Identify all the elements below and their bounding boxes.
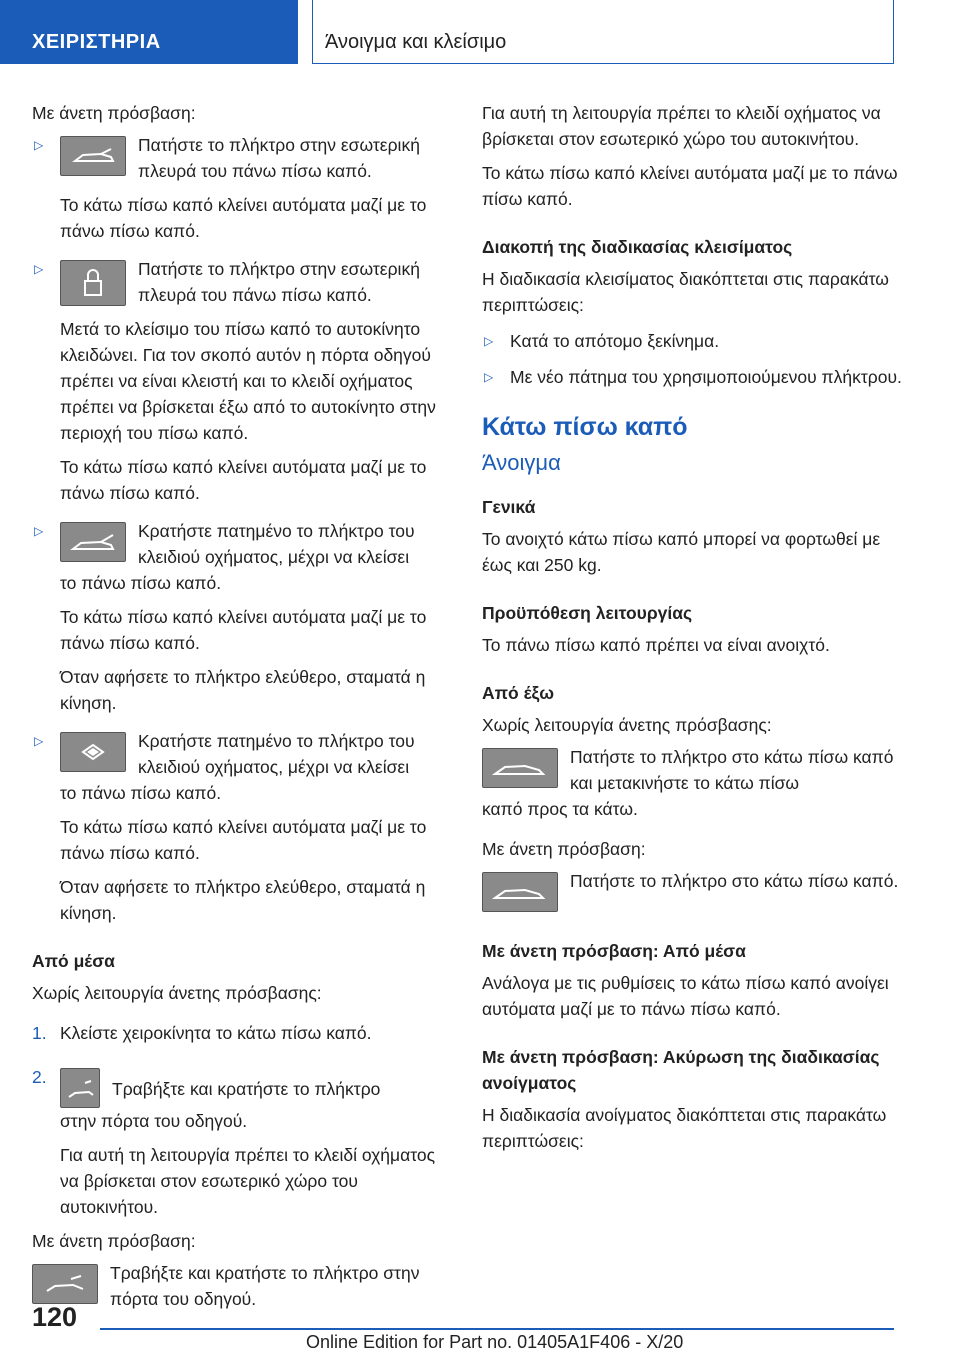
inside-intro: Χωρίς λειτουργία άνετης πρόσβασης: <box>32 983 322 1003</box>
general-text: Το ανοιχτό κάτω πίσω καπό μπορεί να φορτωθεί με έως και 250 kg. <box>482 529 881 575</box>
triangle-bullet-icon: ▷ <box>34 138 44 152</box>
triangle-bullet-icon: ▷ <box>34 524 44 538</box>
outside-comfort-step <box>482 868 902 912</box>
triangle-bullet-icon: ▷ <box>34 734 44 748</box>
numbered-step <box>32 1020 452 1046</box>
footer-divider <box>100 1328 894 1330</box>
car-trunk-icon <box>60 522 126 562</box>
step-note: Το κάτω πίσω καπό κλείνει αυτόματα μαζί με το πάνω πίσω καπό. <box>60 607 427 653</box>
comfort-inside-heading: Με άνετη πρόσβαση: Από μέσα <box>482 941 746 961</box>
cancel-heading: Με άνετη πρόσβαση: Ακύρωση της διαδικασίας ανοίγματος <box>482 1047 880 1093</box>
step-text: Τραβήξτε και κρατήστε το πλήκτρο <box>112 1079 381 1099</box>
interrupt-text: Η διαδικασία κλεισίματος διακόπτεται στις παρακάτω περιπτώσεις: <box>482 269 889 315</box>
step-text: Κρατήστε πατημένο το πλήκτρο του κλειδιού οχήματος, μέχρι να κλείσει <box>138 731 415 777</box>
step-note: Για αυτή τη λειτουργία πρέπει το κλειδί οχήματος να βρίσκεται στον εσωτερικό χώρο του αυτοκινήτου. <box>60 1145 436 1217</box>
car-icon <box>482 748 558 788</box>
comfort-access-intro: Με άνετη πρόσβαση: <box>32 103 196 123</box>
outside-comfort-intro: Με άνετη πρόσβαση: <box>482 839 646 859</box>
comfort-step <box>32 1260 452 1312</box>
left-column <box>32 100 452 1312</box>
step-text: Πατήστε το πλήκτρο στην εσωτερική πλευρά του πάνω πίσω καπό. <box>138 135 420 181</box>
comfort-inside-text: Ανάλογα με τις ρυθμίσεις το κάτω πίσω καπό ανοίγει αυτόματα μαζί με το πάνω πίσω καπό. <box>482 973 889 1019</box>
footer-edition: Online Edition for Part no. 01405A1F406 - X/20 <box>306 1332 684 1352</box>
general-heading: Γενικά <box>482 497 536 517</box>
car-door-icon <box>60 1068 100 1108</box>
step-text: Πατήστε το πλήκτρο στο κάτω πίσω καπό και μετακινήστε το κάτω πίσω <box>570 747 894 793</box>
outside-intro: Χωρίς λειτουργία άνετης πρόσβασης: <box>482 715 772 735</box>
comfort-intro: Με άνετη πρόσβαση: <box>32 1231 196 1251</box>
triangle-bullet-icon: ▷ <box>34 262 44 276</box>
bullet-item <box>482 364 902 390</box>
car-door-icon <box>32 1264 98 1304</box>
car-icon <box>482 872 558 912</box>
inside-heading: Από μέσα <box>32 951 115 971</box>
page-number: 120 <box>32 1302 78 1332</box>
section-title: Κάτω πίσω καπό <box>482 413 688 441</box>
car-trunk-icon <box>60 136 126 176</box>
cancel-text: Η διαδικασία ανοίγματος διακόπτεται στις παρακάτω περιπτώσεις: <box>482 1105 887 1151</box>
outside-step <box>482 744 902 796</box>
step-note: Μετά το κλείσιμο του πίσω καπό το αυτοκίνητο κλειδώνει. Για τον σκοπό αυτόν η πόρτα οδηγού πρέπει να είναι κλειστή και το κλειδί οχήματος πρέπει να βρίσκεται έξω από το αυτοκίνητο στην περιοχή του πίσω καπό. <box>60 319 436 443</box>
bullet-item <box>482 328 902 354</box>
step-item <box>32 132 452 244</box>
step-text: Πατήστε το πλήκτρο στο κάτω πίσω καπό. <box>570 871 899 891</box>
lock-icon <box>60 260 126 306</box>
bullet-text: Κατά το απότομο ξεκίνημα. <box>510 331 720 351</box>
numbered-step <box>32 1064 452 1220</box>
interrupt-heading: Διακοπή της διαδικασίας κλεισίματος <box>482 237 793 257</box>
step-number: 2. <box>32 1067 47 1087</box>
header-chapter-tab[interactable] <box>312 0 894 64</box>
prereq-heading: Προϋπόθεση λειτουργίας <box>482 603 693 623</box>
subsection-title: Άνοιγμα <box>482 450 561 475</box>
step-item <box>32 256 452 506</box>
step-item <box>32 518 452 716</box>
header-section-tab[interactable] <box>0 0 298 64</box>
header-section-label: ΧΕΙΡΙΣΤΗΡΙΑ <box>32 31 161 53</box>
bullet-text: Με νέο πάτημα του χρησιμοποιούμενου πλήκτρου. <box>510 367 902 387</box>
step-text: Κλείστε χειροκίνητα το κάτω πίσω καπό. <box>60 1023 372 1043</box>
step-text-cont: το πάνω πίσω καπό. <box>60 573 222 593</box>
step-text: Τραβήξτε και κρατήστε το πλήκτρο στην πόρτα του οδηγού. <box>110 1263 420 1309</box>
step-text-cont: το πάνω πίσω καπό. <box>60 783 222 803</box>
paragraph: Το κάτω πίσω καπό κλείνει αυτόματα μαζί με το πάνω πίσω καπό. <box>482 163 898 209</box>
paragraph: Για αυτή τη λειτουργία πρέπει το κλειδί οχήματος να βρίσκεται στον εσωτερικό χώρο του αυτοκινήτου. <box>482 103 881 149</box>
step-note: Το κάτω πίσω καπό κλείνει αυτόματα μαζί με το πάνω πίσω καπό. <box>60 457 427 503</box>
step-text-cont: στην πόρτα του οδηγού. <box>60 1111 248 1131</box>
step-text-cont: καπό προς τα κάτω. <box>482 799 638 819</box>
header-chapter-label: Άνοιγμα και κλείσιμο <box>325 31 507 53</box>
step-number: 1. <box>32 1023 47 1043</box>
outside-heading: Από έξω <box>482 683 555 703</box>
step-note: Το κάτω πίσω καπό κλείνει αυτόματα μαζί με το πάνω πίσω καπό. <box>60 195 427 241</box>
step-text: Πατήστε το πλήκτρο στην εσωτερική πλευρά του πάνω πίσω καπό. <box>138 259 420 305</box>
step-note: Όταν αφήσετε το πλήκτρο ελεύθερο, σταματά η κίνηση. <box>60 667 426 713</box>
step-item <box>32 728 452 926</box>
prereq-text: Το πάνω πίσω καπό πρέπει να είναι ανοιχτό. <box>482 635 830 655</box>
step-note: Όταν αφήσετε το πλήκτρο ελεύθερο, σταματά η κίνηση. <box>60 877 426 923</box>
step-note: Το κάτω πίσω καπό κλείνει αυτόματα μαζί με το πάνω πίσω καπό. <box>60 817 427 863</box>
key-diamond-icon <box>60 732 126 772</box>
right-column <box>482 100 902 1154</box>
step-text: Κρατήστε πατημένο το πλήκτρο του κλειδιού οχήματος, μέχρι να κλείσει <box>138 521 415 567</box>
triangle-bullet-icon: ▷ <box>484 370 494 384</box>
triangle-bullet-icon: ▷ <box>484 334 494 348</box>
